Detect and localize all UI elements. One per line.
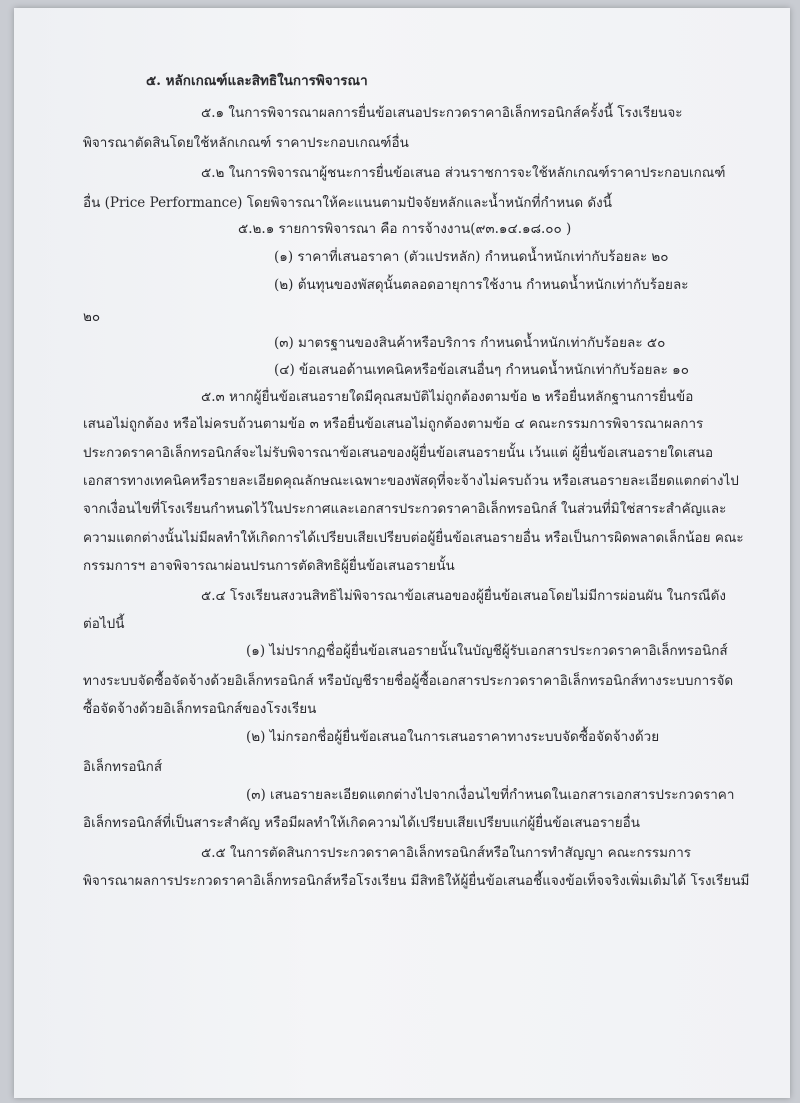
text-line: (๑) ไม่ปรากฏชื่อผู้ยื่นข้อเสนอรายนั้นในบัญชีผู้รับเอกสารประกวดราคาอิเล็กทรอนิกส์ [246, 643, 728, 659]
text-line: ๕.๒ ในการพิจารณาผู้ชนะการยื่นข้อเสนอ ส่วนราชการจะใช้หลักเกณฑ์ราคาประกอบเกณฑ์ [201, 165, 726, 181]
text-line: พิจารณาผลการประกวดราคาอิเล็กทรอนิกส์หรือโรงเรียน มีสิทธิให้ผู้ยื่นข้อเสนอชี้แจงข้อเท็จจริงเพิ่มเติมได้ โรงเรียนมี [83, 873, 750, 889]
text-line: (๔) ข้อเสนอด้านเทคนิคหรือข้อเสนอื่นๆ กำหนดน้ำหนักเท่ากับร้อยละ ๑๐ [274, 362, 689, 378]
text-line: อิเล็กทรอนิกส์ [83, 759, 163, 775]
document-page [14, 8, 790, 1098]
text-line: ประกวดราคาอิเล็กทรอนิกส์จะไม่รับพิจารณาข้อเสนอของผู้ยื่นข้อเสนอรายนั้น เว้นแต่ ผู้ยื่นข้อเสนอรายใดเสนอ [83, 445, 714, 461]
text-line: ๕.๔ โรงเรียนสงวนสิทธิไม่พิจารณาข้อเสนอของผู้ยื่นข้อเสนอโดยไม่มีการผ่อนผัน ในกรณีดัง [201, 588, 726, 604]
text-line: ๕.๕ ในการตัดสินการประกวดราคาอิเล็กทรอนิกส์หรือในการทำสัญญา คณะกรรมการ [201, 845, 692, 861]
text-line: จากเงื่อนไขที่โรงเรียนกำหนดไว้ในประกาศและเอกสารประกวดราคาอิเล็กทรอนิกส์ ในส่วนที่มิใช่สาระสำคัญและ [83, 501, 727, 517]
text-line: (๑) ราคาที่เสนอราคา (ตัวแปรหลัก) กำหนดน้ำหนักเท่ากับร้อยละ ๒๐ [274, 249, 669, 265]
text-line: อื่น (Price Performance) โดยพิจารณาให้คะแนนตามปัจจัยหลักและน้ำหนักที่กำหนด ดังนี้ [83, 195, 612, 211]
text-line: กรรมการฯ อาจพิจารณาผ่อนปรนการตัดสิทธิผู้ยื่นข้อเสนอรายนั้น [83, 558, 455, 574]
text-line: พิจารณาตัดสินโดยใช้หลักเกณฑ์ ราคาประกอบเกณฑ์อื่น [83, 135, 409, 151]
text-line: อิเล็กทรอนิกส์ที่เป็นสาระสำคัญ หรือมีผลทำให้เกิดความได้เปรียบเสียเปรียบแก่ผู้ยื่นข้อเสนอรายอื่น [83, 815, 640, 831]
text-line: เอกสารทางเทคนิคหรือรายละเอียดคุณลักษณะเฉพาะของพัสดุที่จะจ้างไม่ครบถ้วน หรือเสนอรายละเอียดแตกต่างไป [83, 473, 739, 489]
text-line: ต่อไปนี้ [83, 616, 125, 632]
text-line: ความแตกต่างนั้นไม่มีผลทำให้เกิดการได้เปรียบเสียเปรียบต่อผู้ยื่นข้อเสนอรายอื่น หรือเป็นการผิดพลาดเล็กน้อย คณะ [83, 530, 744, 546]
text-line: ๕.๒.๑ รายการพิจารณา คือ การจ้างงาน(๙๓.๑๔.๑๘.๐๐ ) [238, 221, 572, 237]
section-heading: ๕. หลักเกณฑ์และสิทธิในการพิจารณา [146, 73, 368, 89]
text-line: ๒๐ [83, 309, 101, 325]
text-line: (๒) ไม่กรอกชื่อผู้ยื่นข้อเสนอในการเสนอราคาทางระบบจัดซื้อจัดจ้างด้วย [246, 729, 660, 745]
text-line: ซื้อจัดจ้างด้วยอิเล็กทรอนิกส์ของโรงเรียน [83, 701, 317, 717]
text-line: เสนอไม่ถูกต้อง หรือไม่ครบถ้วนตามข้อ ๓ หรือยื่นข้อเสนอไม่ถูกต้องตามข้อ ๔ คณะกรรมการพิจารณาผลการ [83, 416, 704, 432]
text-line: ๕.๓ หากผู้ยื่นข้อเสนอรายใดมีคุณสมบัติไม่ถูกต้องตามข้อ ๒ หรือยื่นหลักฐานการยื่นข้อ [201, 389, 694, 405]
text-line: ๕.๑ ในการพิจารณาผลการยื่นข้อเสนอประกวดราคาอิเล็กทรอนิกส์ครั้งนี้ โรงเรียนจะ [201, 105, 683, 121]
text-line: (๒) ต้นทุนของพัสดุนั้นตลอดอายุการใช้งาน กำหนดน้ำหนักเท่ากับร้อยละ [274, 277, 689, 293]
text-line: (๓) เสนอรายละเอียดแตกต่างไปจากเงื่อนไขที่กำหนดในเอกสารเอกสารประกวดราคา [246, 787, 735, 803]
text-line: ทางระบบจัดซื้อจัดจ้างด้วยอิเล็กทรอนิกส์ หรือบัญชีรายชื่อผู้ซื้อเอกสารประกวดราคาอิเล็กทรอนิกส์ทางระบบการจัด [83, 673, 734, 689]
text-line: (๓) มาตรฐานของสินค้าหรือบริการ กำหนดน้ำหนักเท่ากับร้อยละ ๕๐ [274, 335, 666, 351]
